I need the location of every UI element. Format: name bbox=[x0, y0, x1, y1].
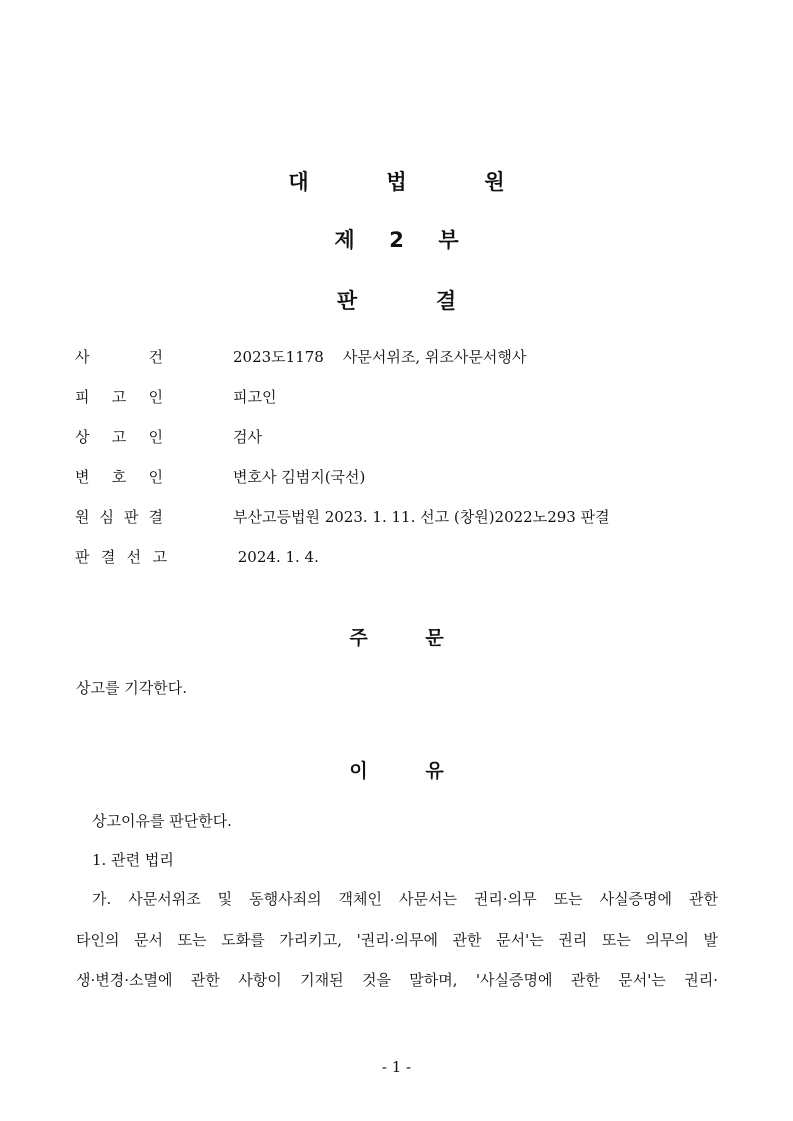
reasons-body-line: 생·변경·소멸에 관한 사항이 기재된 것을 말하며, '사실증명에 관한 문서'는 권리· bbox=[76, 971, 718, 989]
defendant-value: 피고인 bbox=[233, 388, 277, 406]
case-info-label: 상 고 인 bbox=[75, 428, 163, 446]
court-name-char: 법 bbox=[386, 170, 407, 194]
reasons-heading-char: 유 bbox=[425, 760, 444, 782]
division-char: 2 bbox=[389, 228, 404, 252]
document-type-char: 결 bbox=[435, 289, 457, 313]
counsel-value: 변호사 김범지(국선) bbox=[233, 468, 366, 486]
order-text: 상고를 기각한다. bbox=[76, 679, 187, 697]
lower-judgment-value: 부산고등법원 2023. 1. 11. 선고 (창원)2022노293 판결 bbox=[233, 508, 610, 526]
order-heading bbox=[0, 624, 793, 652]
division-char: 제 bbox=[334, 228, 355, 252]
section-heading-legal-principle: 1. 관련 법리 bbox=[92, 851, 174, 869]
document-type-char: 판 bbox=[336, 289, 358, 313]
order-heading-char: 문 bbox=[425, 627, 444, 649]
reasons-body-line: 타인의 문서 또는 도화를 가리키고, '권리·의무에 관한 문서'는 권리 또는 의무의 발 bbox=[76, 931, 718, 949]
reasons-intro: 상고이유를 판단한다. bbox=[92, 812, 232, 830]
case-info-label: 판 결 선 고 bbox=[75, 548, 167, 566]
division-heading bbox=[0, 226, 793, 254]
court-name-char: 대 bbox=[288, 170, 309, 194]
division-char: 부 bbox=[438, 228, 459, 252]
case-number-value: 2023도1178 사문서위조, 위조사문서행사 bbox=[233, 348, 527, 366]
reasons-heading-char: 이 bbox=[349, 760, 368, 782]
document-type-heading bbox=[0, 287, 793, 315]
case-info-label: 피 고 인 bbox=[75, 388, 163, 406]
page-number: - 1 - bbox=[381, 1058, 412, 1076]
court-name-heading bbox=[0, 168, 793, 196]
order-heading-char: 주 bbox=[349, 627, 368, 649]
case-info-label: 사 건 bbox=[75, 348, 163, 366]
court-name-char: 원 bbox=[484, 170, 505, 194]
case-info-label: 원 심 판 결 bbox=[75, 508, 163, 526]
appellant-value: 검사 bbox=[233, 428, 262, 446]
judgment-date-value: 2024. 1. 4. bbox=[233, 548, 319, 566]
reasons-body-line: 가. 사문서위조 및 동행사죄의 객체인 사문서는 권리·의무 또는 사실증명에 관한 bbox=[92, 890, 718, 908]
reasons-heading bbox=[0, 757, 793, 785]
case-info-label: 변 호 인 bbox=[75, 468, 163, 486]
